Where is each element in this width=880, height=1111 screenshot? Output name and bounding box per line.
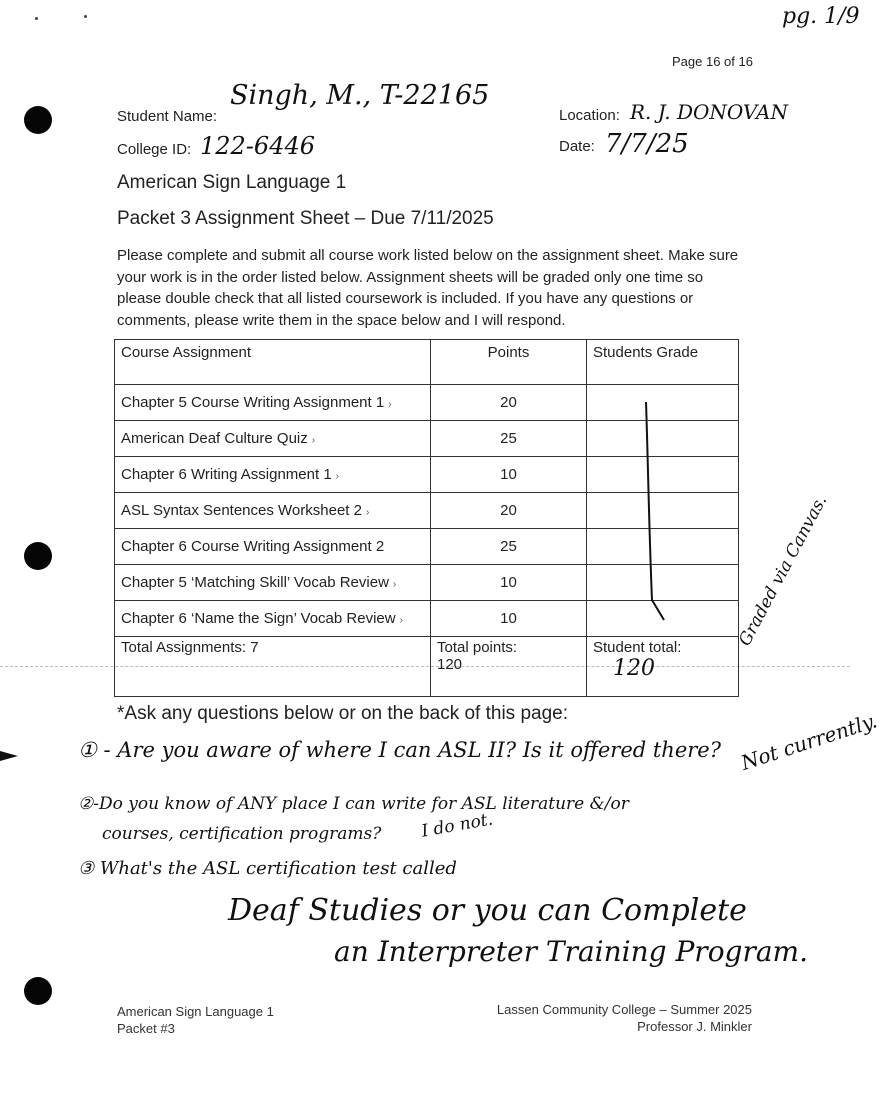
date-value: 7/7/25 xyxy=(605,129,689,159)
check-tick-icon: › xyxy=(392,579,397,590)
assignment-cell xyxy=(115,457,431,493)
header-students-grade: Students Grade xyxy=(587,340,739,385)
points-cell: 25 xyxy=(431,421,587,457)
date-label: Date: xyxy=(559,138,595,155)
location-label: Location: xyxy=(559,107,620,124)
course-title: American Sign Language 1 xyxy=(117,172,347,193)
college-id-value: 122-6446 xyxy=(200,132,315,160)
table-header-row xyxy=(115,340,739,385)
points-cell: 10 xyxy=(431,457,587,493)
footer-college: Lassen Community College – Summer 2025 xyxy=(496,1002,752,1017)
footer-course: American Sign Language 1 xyxy=(117,1004,274,1019)
assignment-name: Chapter 6 Writing Assignment 1 xyxy=(121,466,332,483)
assignment-name: Chapter 5 Course Writing Assignment 1 xyxy=(121,394,385,411)
packet-title: Packet 3 Assignment Sheet – Due 7/11/2025 xyxy=(117,208,494,229)
header-points: Points xyxy=(431,340,587,385)
footer-professor: Professor J. Minkler xyxy=(637,1019,752,1034)
questions-prompt: *Ask any questions below or on the back of this page: xyxy=(117,703,568,724)
header-course-assignment: Course Assignment xyxy=(115,340,431,385)
check-tick-icon: › xyxy=(365,507,370,518)
instructions-paragraph: Please complete and submit all course work listed below on the assignment sheet. Make sure your work is in the order listed below. Assignment sheets will be graded only one time so please double check that all listed coursework is included. If you have any questions or comments, please write them in the space below and I will respond. xyxy=(117,247,739,329)
student-name-value: Singh, M., T-22165 xyxy=(230,80,490,111)
binder-hole-middle xyxy=(24,542,52,570)
student-total-value: 120 xyxy=(613,656,655,681)
footer-left xyxy=(117,1003,274,1037)
footer-packet: Packet #3 xyxy=(117,1021,175,1036)
table-total-row xyxy=(115,637,739,697)
binder-hole-top xyxy=(24,106,52,134)
answer-1: Not currently. xyxy=(738,708,880,775)
total-points-label: Total points: xyxy=(437,639,518,656)
student-total-label: Student total: xyxy=(593,639,682,656)
total-points-cell xyxy=(431,637,587,697)
assignment-cell xyxy=(115,529,431,565)
points-cell: 20 xyxy=(431,493,587,529)
answer-3-line-1: Deaf Studies or you can Complete xyxy=(228,893,747,928)
assignment-name: American Deaf Culture Quiz xyxy=(121,430,308,447)
assignment-cell xyxy=(115,421,431,457)
assignment-cell xyxy=(115,493,431,529)
question-3: ③ What's the ASL certification test called xyxy=(78,858,457,879)
location-value: R. J. DONOVAN xyxy=(630,100,788,124)
check-tick-icon: › xyxy=(311,435,316,446)
handwritten-page-count: pg. 1/9 xyxy=(782,4,860,29)
points-cell: 20 xyxy=(431,385,587,421)
total-assignments-cell: Total Assignments: 7 xyxy=(115,637,431,697)
side-note: Graded via Canvas. xyxy=(735,492,832,650)
scan-speck xyxy=(35,17,38,20)
answer-3-line-2: an Interpreter Training Program. xyxy=(334,935,809,968)
assignment-cell xyxy=(115,385,431,421)
assignment-cell xyxy=(115,565,431,601)
question-1: ① - Are you aware of where I can ASL II? Is it offered there? xyxy=(78,738,721,762)
footer-right xyxy=(497,1001,752,1035)
total-points-value: 120 xyxy=(437,656,463,673)
assignment-name: Chapter 6 Course Writing Assignment 2 xyxy=(121,538,385,555)
assignment-name: Chapter 6 ‘Name the Sign’ Vocab Review xyxy=(121,610,396,627)
check-tick-icon: › xyxy=(388,399,392,410)
answer-2: I do not. xyxy=(420,809,495,842)
page-info: Page 16 of 16 xyxy=(672,54,753,69)
student-total-cell xyxy=(587,637,739,697)
points-cell: 10 xyxy=(431,565,587,601)
check-tick-icon: › xyxy=(335,471,340,482)
scan-speck xyxy=(84,15,87,18)
college-id-label: College ID: xyxy=(117,141,192,158)
points-cell: 10 xyxy=(431,601,587,637)
question-2-line-2: courses, certification programs? xyxy=(102,824,382,844)
grade-pen-stroke xyxy=(646,402,664,620)
grade-column-line xyxy=(640,400,670,625)
points-cell: 25 xyxy=(431,529,587,565)
check-tick-icon: › xyxy=(399,615,403,626)
binder-hole-bottom xyxy=(24,977,52,1005)
question-2-line-1: ②-Do you know of ANY place I can write for ASL literature &/or xyxy=(78,794,629,814)
assignment-name: Chapter 5 ‘Matching Skill’ Vocab Review xyxy=(121,574,389,591)
student-name-label: Student Name: xyxy=(117,108,218,125)
assignment-name: ASL Syntax Sentences Worksheet 2 xyxy=(121,502,362,519)
edge-arrow-mark xyxy=(0,751,18,761)
assignment-cell xyxy=(115,601,431,637)
